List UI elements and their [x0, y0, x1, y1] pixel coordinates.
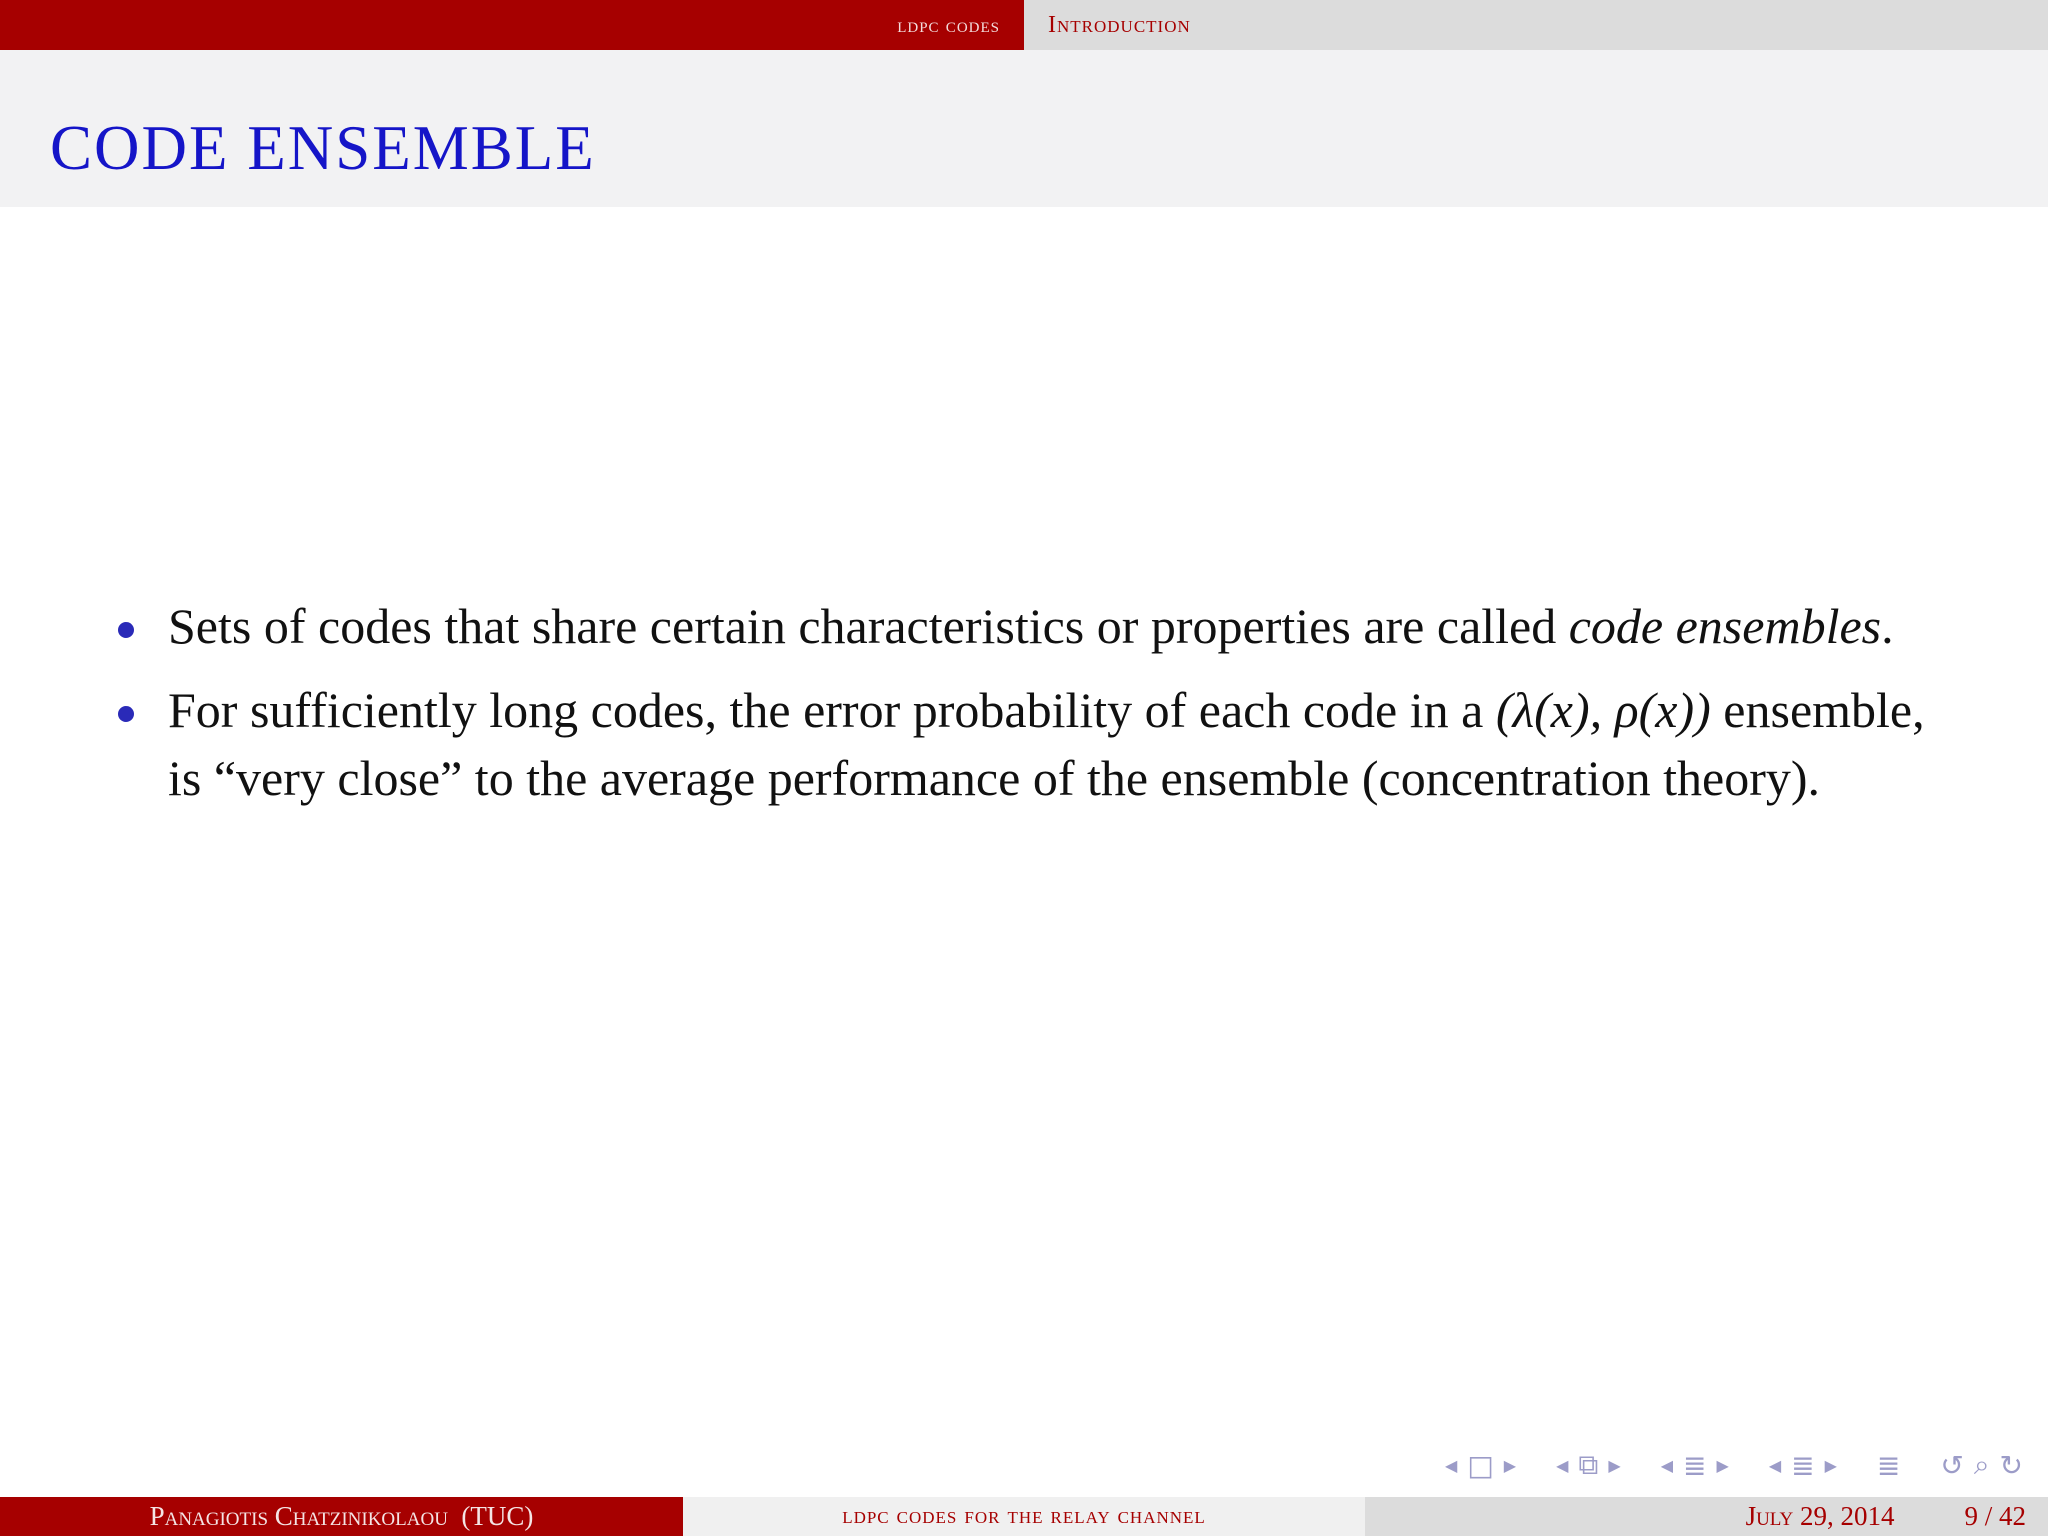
forward-icon[interactable]: ↻ [1999, 1448, 2023, 1482]
bullet-text-end: . [1881, 598, 1894, 654]
slide-body [110, 592, 1970, 828]
header-section-link[interactable]: ldpc codes [897, 12, 1000, 37]
footer-title [683, 1497, 1365, 1536]
footer-page-number: 9 / 42 [1964, 1501, 2026, 1531]
section-nav-icon[interactable]: ◀ ≣ ▶ [1660, 1448, 1729, 1482]
bullet-icon [118, 622, 134, 638]
subsection-nav-icon[interactable]: ◀ ⧉ ▶ [1556, 1448, 1621, 1481]
frame-nav-icon[interactable]: ◀ □ ▶ [1445, 1448, 1517, 1482]
title-band [0, 50, 2048, 207]
presentation-nav-icon[interactable]: ◀ ≣ ▶ [1768, 1448, 1837, 1482]
bullet-icon [118, 706, 134, 722]
header-subsection-area [1024, 0, 2048, 50]
bullet-text-end: ensemble, is “very close” to the average performance of the ensemble (concentration theory). [168, 682, 1925, 806]
back-icon[interactable]: ↺ [1940, 1448, 1964, 1482]
search-back-forward-group [1935, 1448, 2028, 1482]
footer-institute: (TUC) [461, 1501, 534, 1531]
navigation-symbols [1410, 1448, 2028, 1482]
footer [0, 1497, 2048, 1536]
frame-title: CODE ENSEMBLE [50, 113, 596, 183]
footer-date-page [1365, 1497, 2048, 1536]
bullet-math: (λ(x), ρ(x)) [1495, 682, 1711, 738]
bullet-text: Sets of codes that share certain characteristics or properties are called [168, 598, 1569, 654]
footer-author [0, 1497, 683, 1536]
footer-short-title: ldpc codes for the relay channel [842, 1503, 1206, 1529]
search-icon[interactable]: ⌕ [1973, 1448, 1990, 1481]
bullet-item [110, 676, 1970, 812]
header-navigation [0, 0, 2048, 50]
footer-author-name: Panagiotis Chatzinikolaou [149, 1501, 448, 1531]
header-section-area [0, 0, 1024, 50]
bullet-emphasis: code ensembles [1568, 598, 1882, 654]
footer-date: July 29, 2014 [1745, 1501, 1895, 1531]
header-subsection-link[interactable]: Introduction [1048, 11, 1191, 38]
appendix-nav-icon[interactable]: ≣ [1876, 1448, 1901, 1482]
bullet-text: For sufficiently long codes, the error probability of each code in a [168, 682, 1496, 738]
bullet-item [110, 592, 1970, 660]
